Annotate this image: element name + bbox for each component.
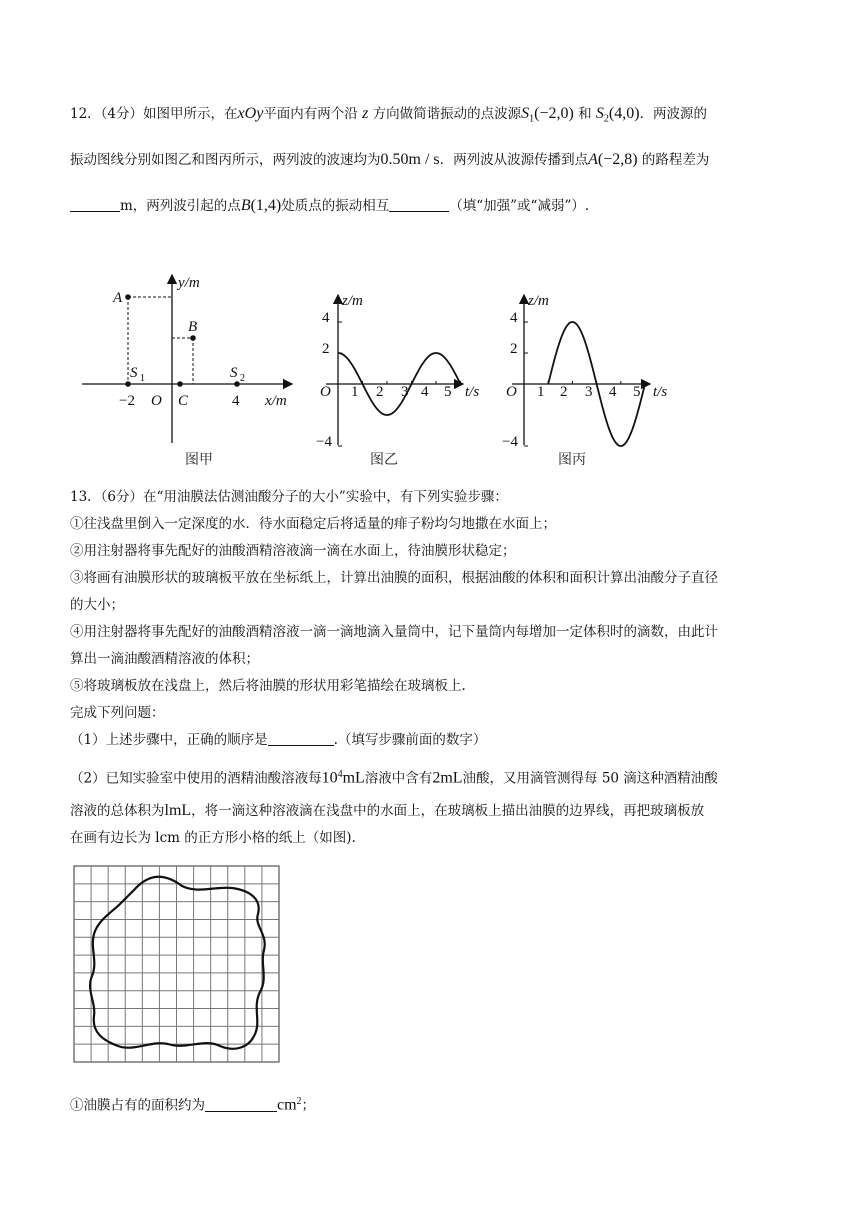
jia-tick-4: 4	[232, 393, 240, 409]
yi-origin: O	[320, 384, 331, 400]
q13-sub2-b-lead: 溶液的总体积为	[70, 803, 165, 819]
q12-point-a-coord: (−2,8)	[597, 151, 638, 168]
jia-tick-neg2: −2	[119, 393, 135, 409]
q13-sub2-a-num: 10	[321, 769, 338, 787]
q12-line1	[70, 104, 796, 130]
bing-caption: 图丙	[558, 452, 586, 468]
q13-step5: ⑤将玻璃板放在浅盘上，然后将油膜的形状用彩笔描绘在玻璃板上.	[70, 678, 466, 694]
yi-ytick-2: 2	[322, 341, 330, 357]
q12-unit: m，两列波引起的点	[120, 198, 241, 214]
q12-s2-sub: 2	[603, 113, 609, 125]
answer-blank-area[interactable]	[205, 1097, 277, 1112]
jia-label-s1-sub: 1	[140, 373, 145, 384]
yi-xtick-5: 5	[444, 384, 452, 400]
q12-l2-mid: ．两列波从波源传播到点	[439, 152, 589, 168]
jia-point-a	[125, 294, 131, 300]
q12-mid: 平面内有两个沿	[263, 106, 358, 122]
yi-xtick-3: 3	[401, 384, 409, 400]
q13-sub2-line2	[70, 801, 796, 821]
bing-ytick-neg4: −4	[502, 434, 518, 450]
q12-s2-coord: (4,0)	[608, 105, 640, 122]
q13-sub2-a-exp: 4	[337, 769, 343, 780]
q12-l2-lead: 振动图线分别如图乙和图丙所示，两列波的波速均为	[70, 152, 381, 168]
q12-and: 和	[578, 106, 592, 122]
oil-film-grid-figure	[72, 864, 284, 1064]
q12-point-b: B	[240, 197, 251, 214]
q12-z: z	[362, 105, 369, 122]
yi-xtick-4: 4	[421, 384, 429, 400]
q12-lead: 12．（4分）如图甲所示，在	[70, 106, 238, 122]
q13-area-exp: 2	[296, 1096, 302, 1107]
yi-xtick-1: 1	[351, 384, 359, 400]
q13-title: 13．（6分）在“用油膜法估测油酸分子的大小”实验中，有下列实验步骤：	[70, 489, 508, 505]
q13-sub2-a-tail: 油酸，又用滴管测得每 50 滴这种酒精油酸	[462, 770, 718, 787]
q13-sub2-a-unit: mL	[342, 769, 365, 787]
q13-sub1	[70, 730, 796, 750]
bing-xtick-2: 2	[560, 384, 568, 400]
q13-step4-b: 算出一滴油酸酒精溶液的体积；	[70, 651, 259, 667]
bing-xtick-1: 1	[537, 384, 545, 400]
q12-l3-mid: 处质点的振动相互	[281, 198, 390, 214]
oil-film-outline	[90, 877, 265, 1049]
yi-x-label: t/s	[465, 384, 480, 400]
jia-point-b	[190, 335, 196, 341]
grid-lines	[74, 866, 279, 1062]
q13-sub2-a-mid: 溶液中含有	[364, 770, 433, 787]
q13-sub2-line3: 在画有边长为 lcm 的正方形小格的纸上（如图).	[70, 830, 356, 846]
q13-step2: ②用注射器将事先配好的油酸酒精溶液滴一滴在水面上，待油膜形状稳定；	[70, 543, 516, 559]
jia-label-s1: S	[130, 365, 138, 381]
jia-caption: 图甲	[185, 452, 213, 468]
bing-y-label: z/m	[528, 293, 549, 309]
answer-blank-path-diff[interactable]	[70, 197, 120, 212]
bing-x-label: t/s	[653, 384, 668, 400]
q12-s1-coord: (−2,0)	[534, 105, 574, 122]
jia-point-s2	[234, 381, 240, 387]
answer-blank-order[interactable]	[268, 731, 334, 746]
q12-line2	[70, 150, 796, 170]
bing-ytick-4: 4	[510, 310, 518, 326]
q13-step3-a: ③将画有油膜形状的玻璃板平放在坐标纸上，计算出油膜的面积，根据油酸的体积和面积计算出油酸分子直径	[70, 570, 718, 586]
jia-label-c: C	[178, 393, 189, 409]
q12-tail: ．两波源的	[639, 106, 708, 122]
jia-point-s1	[125, 381, 131, 387]
q13-area-lead: ①油膜占有的面积约为	[70, 1097, 205, 1114]
q13-step1: ①往浅盘里倒入一定深度的水．待水面稳定后将适量的痱子粉均匀地撒在水面上；	[70, 516, 556, 532]
q12-l3-tail: （填“加强”或“减弱”）.	[449, 198, 590, 214]
figure-bing	[502, 293, 667, 468]
q12-line3	[70, 196, 796, 216]
q12-speed: 0.50m / s	[380, 151, 440, 168]
q13-step4-a: ④用注射器将事先配好的油酸酒精溶液一滴一滴地滴入量筒中，记下量筒内每增加一定体积时的滴数，由此计	[70, 624, 718, 640]
q13-sub2-b-tail: ，将一滴这种溶液滴在浅盘中的水面上，在玻璃板上描出油膜的边界线，再把玻璃板放	[191, 803, 705, 819]
jia-x-label: x/m	[265, 393, 287, 409]
q12-figures	[70, 265, 710, 475]
q12-s1-sub: 1	[529, 113, 535, 125]
jia-point-c	[177, 381, 183, 387]
figure-yi	[316, 293, 479, 468]
q13-sub2-a-oil: 2mL	[432, 769, 463, 787]
q13-sub1-tail: .（填写步骤前面的数字）	[333, 732, 487, 748]
bing-xtick-3: 3	[585, 384, 593, 400]
jia-label-s2: S	[230, 365, 238, 381]
yi-xtick-2: 2	[376, 384, 384, 400]
bing-ytick-2: 2	[510, 341, 518, 357]
q13-area-tail: ；	[301, 1097, 316, 1114]
jia-label-a: A	[113, 290, 123, 306]
q12-plane: xOy	[237, 105, 264, 122]
figure-jia	[82, 275, 292, 468]
jia-label-s2-sub: 2	[240, 373, 245, 384]
q12-mid2: 方向做简谐振动的点波源	[372, 106, 522, 122]
q12-point-b-coord: (1,4)	[250, 197, 282, 214]
q13-complete: 完成下列问题：	[70, 705, 165, 721]
jia-label-o: O	[151, 393, 162, 409]
q13-sub1-lead: （1）上述步骤中，正确的顺序是	[70, 732, 268, 748]
q12-l2-tail: 的路程差为	[641, 152, 710, 168]
q12-s2: S	[595, 105, 604, 122]
yi-y-label: z/m	[342, 293, 363, 309]
q13-area	[70, 1092, 796, 1116]
q13-sub2-b-vol: lmL	[164, 802, 192, 819]
yi-caption: 图乙	[370, 452, 398, 468]
q13-area-unit: cm	[277, 1096, 297, 1114]
bing-origin: O	[506, 384, 517, 400]
bing-xtick-4: 4	[609, 384, 617, 400]
q12-s1: S	[521, 105, 530, 122]
jia-y-label: y/m	[178, 275, 200, 291]
q13-sub2-a-lead: （2）已知实验室中使用的酒精油酸溶液每	[70, 770, 322, 787]
answer-blank-interference[interactable]	[389, 197, 449, 212]
q12-point-a: A	[588, 151, 598, 168]
q13-step3-b: 的大小；	[70, 597, 124, 613]
q13-sub2-line1	[70, 765, 796, 789]
bing-xtick-5: 5	[633, 384, 641, 400]
yi-ytick-neg4: −4	[316, 434, 332, 450]
yi-ytick-4: 4	[322, 310, 330, 326]
jia-label-b: B	[188, 319, 198, 335]
